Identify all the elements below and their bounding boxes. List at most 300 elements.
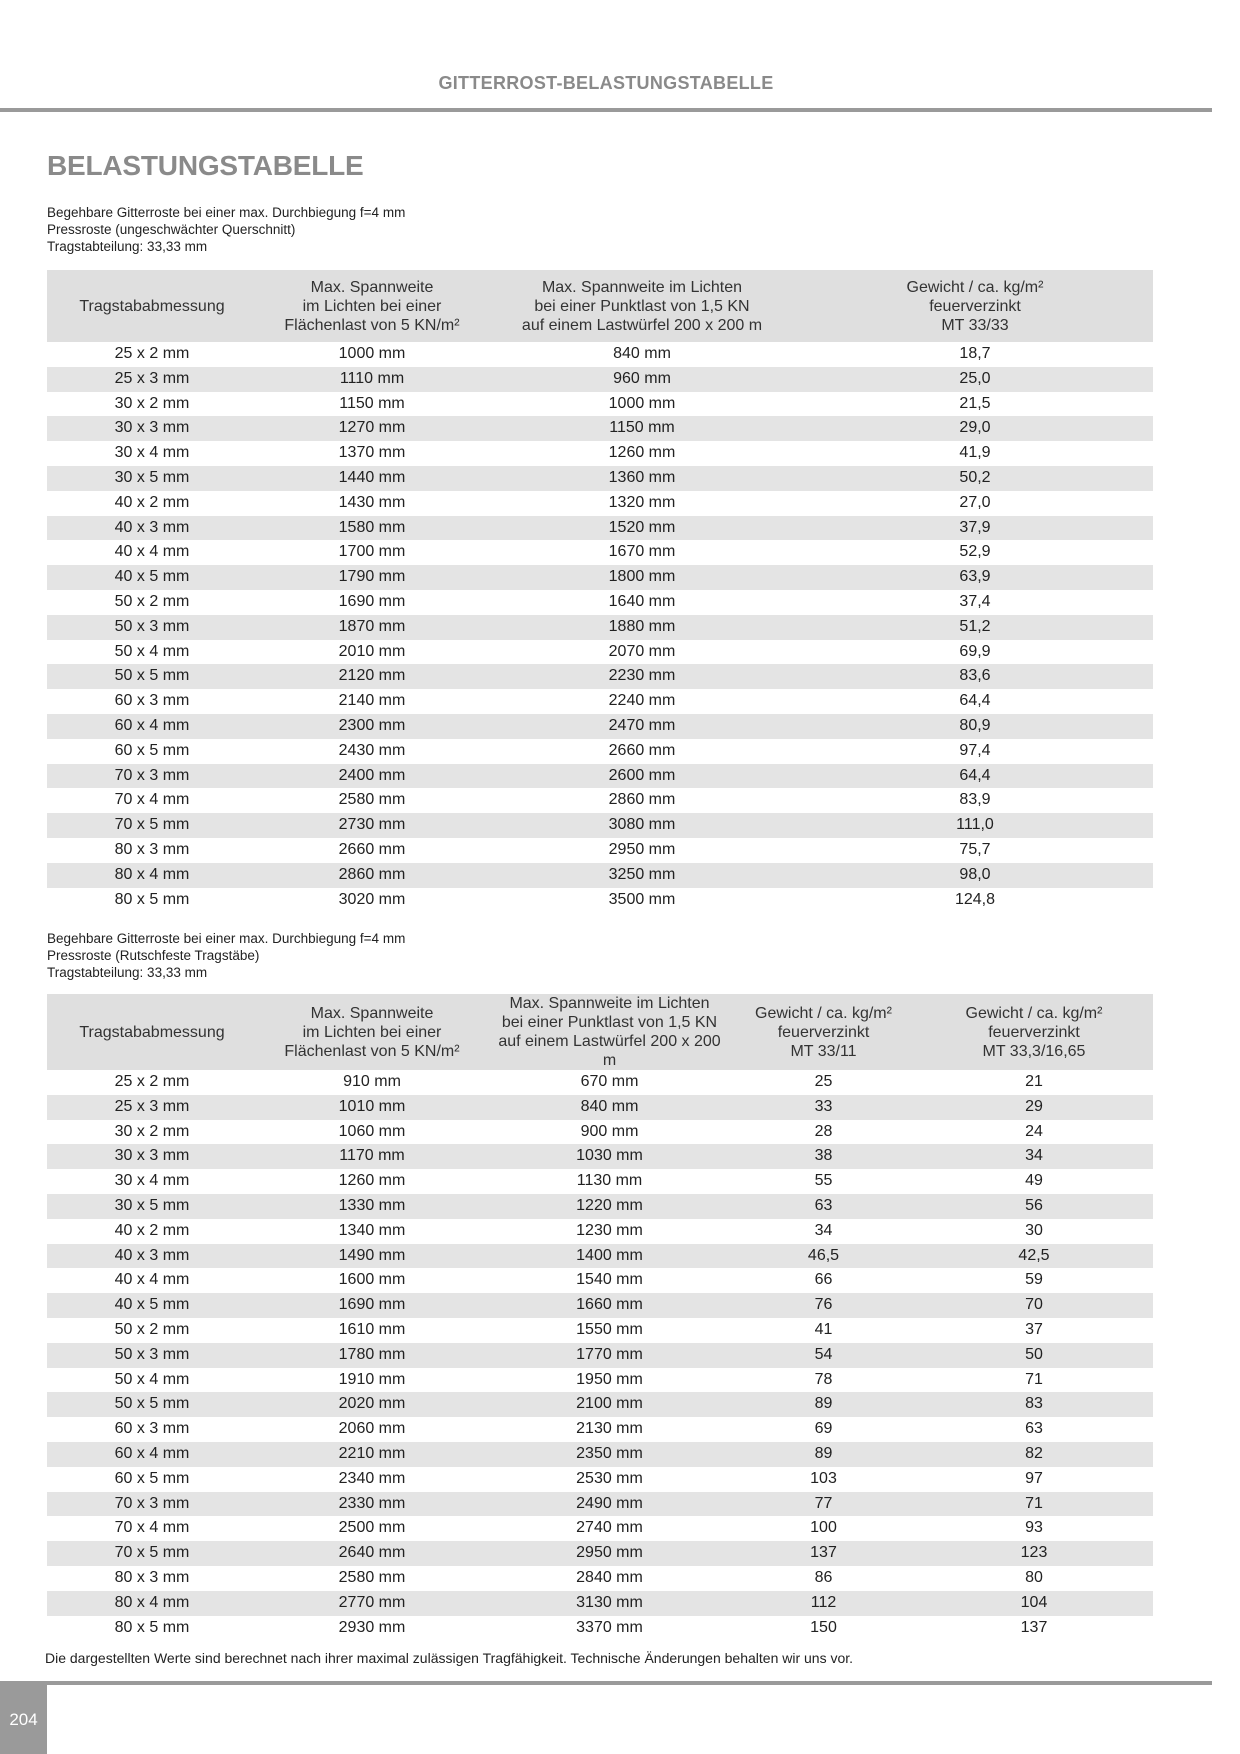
table-cell: 46,5 xyxy=(807,1246,840,1264)
table-cell: 30 x 4 mm xyxy=(114,444,190,462)
table-cell: 2950 mm xyxy=(576,1544,643,1562)
table-cell: 1330 mm xyxy=(338,1196,406,1214)
table-row xyxy=(47,466,1153,491)
table-cell: 34 xyxy=(1025,1147,1043,1165)
table-cell: 900 mm xyxy=(580,1122,639,1140)
table-cell: 1600 mm xyxy=(338,1271,406,1289)
table-cell: 59 xyxy=(1025,1271,1043,1289)
table-cell: 70 x 4 mm xyxy=(114,791,190,809)
table-cell: 56 xyxy=(1025,1196,1043,1214)
column-header xyxy=(797,270,1153,342)
column-header xyxy=(257,994,487,1070)
table-row xyxy=(47,1516,1153,1541)
table-cell: 3080 mm xyxy=(608,816,676,834)
table-cell: 55 xyxy=(814,1172,833,1190)
table-cell: 70 x 5 mm xyxy=(114,816,190,834)
table-cell: 70 x 4 mm xyxy=(114,1519,190,1537)
table-cell: 1880 mm xyxy=(608,617,676,635)
table-cell: 2950 mm xyxy=(608,840,676,858)
table-cell: 50 xyxy=(1025,1345,1043,1363)
table-row xyxy=(47,1095,1153,1120)
table-cell: 1150 mm xyxy=(609,419,675,437)
table-cell: 100 xyxy=(810,1519,837,1537)
table-cell: 25 x 3 mm xyxy=(114,1097,190,1115)
table-row xyxy=(47,565,1153,590)
table-row xyxy=(47,813,1153,838)
page-title: BELASTUNGSTABELLE xyxy=(47,150,364,181)
table-cell: 83,9 xyxy=(959,791,991,809)
table-cell: 41 xyxy=(814,1320,833,1338)
table-cell: 1950 mm xyxy=(576,1370,643,1388)
table-cell: 2350 mm xyxy=(576,1444,643,1462)
table-cell: 50 x 4 mm xyxy=(114,642,190,660)
table-row xyxy=(47,888,1153,913)
table-cell: 3020 mm xyxy=(338,890,406,908)
column-header-line: Tragstababmessung xyxy=(79,297,225,315)
header-title: GITTERROST-BELASTUNGSTABELLE xyxy=(438,73,774,93)
table-cell: 103 xyxy=(810,1469,837,1487)
table-cell: 840 mm xyxy=(580,1097,639,1115)
table-cell: 1260 mm xyxy=(338,1172,406,1190)
table-row xyxy=(47,838,1153,863)
table-row xyxy=(47,863,1153,888)
table-cell: 137 xyxy=(810,1544,837,1562)
table-row xyxy=(47,540,1153,565)
table-cell: 70 x 5 mm xyxy=(114,1544,190,1562)
table-cell: 63 xyxy=(814,1196,833,1214)
table-cell: 60 x 5 mm xyxy=(114,741,190,759)
table-cell: 83,6 xyxy=(959,667,991,685)
column-header xyxy=(257,270,487,342)
table-row xyxy=(47,441,1153,466)
column-header xyxy=(915,994,1153,1070)
table-cell: 1000 mm xyxy=(608,394,676,412)
table-cell: 30 x 3 mm xyxy=(114,419,190,437)
table-cell: 1800 mm xyxy=(608,568,676,586)
table-cell: 1000 mm xyxy=(338,345,406,362)
table-cell: 2230 mm xyxy=(608,667,676,685)
table-cell: 69 xyxy=(814,1420,833,1438)
table-cell: 1640 mm xyxy=(608,592,676,610)
table-cell: 2580 mm xyxy=(338,791,406,809)
table-cell: 30 x 2 mm xyxy=(114,1122,190,1140)
column-header-line: Gewicht / ca. kg/m² xyxy=(755,1004,892,1022)
table-cell: 1540 mm xyxy=(576,1271,643,1289)
table-row xyxy=(47,788,1153,813)
table-cell: 2580 mm xyxy=(338,1568,406,1586)
table-cell: 97 xyxy=(1025,1469,1043,1487)
table-cell: 1690 mm xyxy=(338,592,406,610)
table-cell: 2840 mm xyxy=(576,1568,643,1586)
column-header xyxy=(47,270,257,342)
table-cell: 42,5 xyxy=(1018,1246,1050,1264)
table-cell: 40 x 2 mm xyxy=(114,1221,190,1239)
table-cell: 50 x 3 mm xyxy=(114,617,190,635)
table-cell: 30 xyxy=(1025,1221,1043,1239)
table-cell: 1610 mm xyxy=(338,1320,406,1338)
table-cell: 2430 mm xyxy=(338,741,406,759)
table1-info-line: Tragstabteilung: 33,33 mm xyxy=(47,239,208,254)
page-header xyxy=(0,0,1212,112)
table-cell: 50 x 5 mm xyxy=(114,1395,190,1413)
column-header xyxy=(487,994,732,1070)
column-header-line: Gewicht / ca. kg/m² xyxy=(906,278,1044,296)
table-cell: 1910 mm xyxy=(338,1370,406,1388)
table-row xyxy=(47,689,1153,714)
table-row xyxy=(47,416,1153,441)
table-cell: 2640 mm xyxy=(338,1544,406,1562)
column-header-line: Flächenlast von 5 KN/m² xyxy=(284,316,460,334)
table-cell: 29,0 xyxy=(959,419,991,437)
table-cell: 2770 mm xyxy=(338,1593,406,1611)
table2-info-line: Pressroste (Rutschfeste Tragstäbe) xyxy=(47,948,260,963)
table-row xyxy=(47,342,1153,367)
table-cell: 30 x 5 mm xyxy=(114,468,190,486)
table-cell: 150 xyxy=(810,1618,837,1636)
table-cell: 70 x 3 mm xyxy=(114,1494,190,1512)
table-cell: 51,2 xyxy=(959,617,991,635)
table-cell: 1130 mm xyxy=(576,1172,643,1190)
table-cell: 80 x 5 mm xyxy=(114,1618,190,1636)
table-row xyxy=(47,1244,1153,1269)
table-cell: 93 xyxy=(1025,1519,1043,1537)
load-table-1 xyxy=(47,270,1153,912)
table-cell: 21,5 xyxy=(959,394,991,412)
table-cell: 86 xyxy=(814,1568,833,1586)
table-row xyxy=(47,1467,1153,1492)
column-header-line: Flächenlast von 5 KN/m² xyxy=(284,1042,460,1060)
table-cell: 40 x 3 mm xyxy=(114,518,190,536)
table-cell: 63,9 xyxy=(959,568,991,586)
table-cell: 37,9 xyxy=(959,518,991,536)
table-row xyxy=(47,1541,1153,1566)
table-cell: 25 x 3 mm xyxy=(114,369,190,387)
table-row xyxy=(47,516,1153,541)
table-cell: 25,0 xyxy=(959,369,991,387)
table-cell: 1550 mm xyxy=(576,1320,643,1338)
table-cell: 66 xyxy=(814,1271,833,1289)
column-header-line: Max. Spannweite im Lichten xyxy=(509,995,710,1012)
table-row xyxy=(47,1144,1153,1169)
table-cell: 670 mm xyxy=(580,1073,639,1090)
table-cell: 80 x 3 mm xyxy=(114,840,190,858)
table-cell: 3250 mm xyxy=(608,865,676,883)
column-header-line: Gewicht / ca. kg/m² xyxy=(965,1004,1103,1022)
table-cell: 2740 mm xyxy=(576,1519,643,1537)
table-cell: 50,2 xyxy=(959,468,991,486)
table-row xyxy=(47,1194,1153,1219)
footer-divider xyxy=(0,1681,1212,1685)
table-cell: 1220 mm xyxy=(576,1196,643,1214)
table-cell: 37,4 xyxy=(959,592,991,610)
table-header xyxy=(47,994,1153,1070)
table-cell: 97,4 xyxy=(959,741,991,759)
table-cell: 137 xyxy=(1020,1618,1048,1636)
table-cell: 70 x 3 mm xyxy=(114,766,190,784)
table-cell: 25 x 2 mm xyxy=(114,1073,190,1090)
table-cell: 71 xyxy=(1025,1494,1043,1512)
table-cell: 60 x 3 mm xyxy=(114,1420,190,1438)
table-row xyxy=(47,739,1153,764)
table-cell: 52,9 xyxy=(959,543,991,561)
table-row xyxy=(47,1343,1153,1368)
table-cell: 80 x 4 mm xyxy=(114,1593,190,1611)
table-row xyxy=(47,1219,1153,1244)
table-cell: 34 xyxy=(814,1221,833,1239)
table-cell: 25 xyxy=(814,1073,833,1090)
table-cell: 2130 mm xyxy=(576,1420,643,1438)
table-cell: 3500 mm xyxy=(608,890,676,908)
header-row xyxy=(47,994,1153,1070)
table2-info-line: Tragstabteilung: 33,33 mm xyxy=(47,965,208,980)
table-cell: 38 xyxy=(814,1147,833,1165)
table-cell: 76 xyxy=(814,1296,833,1314)
table-cell: 50 x 5 mm xyxy=(114,667,190,685)
table-cell: 71 xyxy=(1025,1370,1043,1388)
table-cell: 3130 mm xyxy=(576,1593,643,1611)
table-row xyxy=(47,664,1153,689)
table-row xyxy=(47,1392,1153,1417)
table-body xyxy=(47,342,1153,912)
table-cell: 30 x 4 mm xyxy=(114,1172,190,1190)
table-cell: 2860 mm xyxy=(608,791,676,809)
table-cell: 124,8 xyxy=(954,890,996,908)
table-row xyxy=(47,1616,1153,1641)
table-cell: 1110 mm xyxy=(339,369,405,387)
column-header-line: im Lichten bei einer xyxy=(302,297,442,315)
table-cell: 40 x 2 mm xyxy=(114,493,190,511)
table-cell: 1060 mm xyxy=(338,1122,406,1140)
column-header-line: Tragstababmessung xyxy=(79,1023,225,1041)
table-cell: 70 xyxy=(1025,1296,1043,1314)
table-cell: 2400 mm xyxy=(338,766,406,784)
column-header-line: Max. Spannweite im Lichten xyxy=(541,278,743,296)
table-cell: 60 x 4 mm xyxy=(114,716,190,734)
table-cell: 24 xyxy=(1025,1122,1043,1140)
column-header-line: MT 33/33 xyxy=(941,316,1009,334)
table-row xyxy=(47,491,1153,516)
column-header-line: feuerverzinkt xyxy=(988,1023,1080,1041)
table-cell: 69,9 xyxy=(959,642,991,660)
table-cell: 1340 mm xyxy=(338,1221,406,1239)
table-row xyxy=(47,1169,1153,1194)
table-row xyxy=(47,1368,1153,1393)
table-cell: 1230 mm xyxy=(576,1221,643,1239)
column-header-line: auf einem Lastwürfel 200 x 200 m xyxy=(521,316,763,334)
table-cell: 89 xyxy=(814,1395,833,1413)
table-cell: 2660 mm xyxy=(608,741,676,759)
table-cell: 30 x 3 mm xyxy=(114,1147,190,1165)
table-cell: 40 x 5 mm xyxy=(114,1296,190,1314)
table-cell: 123 xyxy=(1020,1544,1048,1562)
table2-info-line: Begehbare Gitterroste bei einer max. Durchbiegung f=4 mm xyxy=(47,931,406,946)
table-cell: 1700 mm xyxy=(338,543,406,561)
table-cell: 2060 mm xyxy=(338,1420,406,1438)
table-cell: 1030 mm xyxy=(576,1147,643,1165)
table-cell: 1670 mm xyxy=(608,543,676,561)
header-row xyxy=(47,270,1153,342)
table-cell: 2020 mm xyxy=(338,1395,406,1413)
table-cell: 29 xyxy=(1025,1097,1043,1115)
table-row xyxy=(47,1268,1153,1293)
footnote: Die dargestellten Werte sind berechnet nach ihrer maximal zulässigen Tragfähigkeit. Technische Änderungen behalten wir uns vor. xyxy=(45,1650,854,1666)
table-cell: 1320 mm xyxy=(608,493,676,511)
table-row xyxy=(47,367,1153,392)
table-cell: 111,0 xyxy=(956,816,994,834)
column-header-line: bei einer Punktlast von 1,5 KN xyxy=(501,1014,718,1031)
table-cell: 80 x 5 mm xyxy=(114,890,190,908)
table-row xyxy=(47,714,1153,739)
table-cell: 1780 mm xyxy=(338,1345,406,1363)
table-cell: 2470 mm xyxy=(608,716,676,734)
table-cell: 28 xyxy=(814,1122,833,1140)
table-cell: 2140 mm xyxy=(338,692,406,710)
table-cell: 1010 mm xyxy=(338,1097,406,1115)
table-cell: 50 x 3 mm xyxy=(114,1345,190,1363)
table-cell: 1660 mm xyxy=(576,1296,643,1314)
table2-info xyxy=(47,930,405,981)
table-cell: 2930 mm xyxy=(338,1618,406,1636)
table-cell: 80 x 4 mm xyxy=(114,865,190,883)
column-header-line: feuerverzinkt xyxy=(929,297,1021,315)
table-body xyxy=(47,1070,1153,1640)
column-header-line: feuerverzinkt xyxy=(777,1023,870,1041)
table1-info-line: Begehbare Gitterroste bei einer max. Durchbiegung f=4 mm xyxy=(47,205,406,220)
table-row xyxy=(47,1070,1153,1095)
table-cell: 2500 mm xyxy=(338,1519,406,1537)
table-cell: 1520 mm xyxy=(608,518,676,536)
table-row xyxy=(47,764,1153,789)
table-cell: 64,4 xyxy=(959,692,991,710)
table-cell: 2300 mm xyxy=(338,716,406,734)
table-cell: 75,7 xyxy=(959,840,991,858)
column-header xyxy=(732,994,915,1070)
table-cell: 2600 mm xyxy=(608,766,676,784)
table-cell: 21 xyxy=(1025,1073,1043,1090)
table-cell: 30 x 2 mm xyxy=(114,394,190,412)
table-cell: 40 x 5 mm xyxy=(114,568,190,586)
table-header xyxy=(47,270,1153,342)
table-cell: 60 x 5 mm xyxy=(114,1469,190,1487)
table-cell: 840 mm xyxy=(613,345,671,362)
table-cell: 1690 mm xyxy=(338,1296,406,1314)
table-cell: 98,0 xyxy=(959,865,991,883)
table-row xyxy=(47,392,1153,417)
table-cell: 2070 mm xyxy=(608,642,676,660)
table-cell: 2490 mm xyxy=(576,1494,643,1512)
table-cell: 104 xyxy=(1020,1593,1048,1611)
column-header xyxy=(487,270,797,342)
table-cell: 89 xyxy=(814,1444,833,1462)
table-cell: 1150 mm xyxy=(339,394,405,412)
table-cell: 50 x 2 mm xyxy=(114,1320,190,1338)
table-cell: 2120 mm xyxy=(338,667,406,685)
table-cell: 1430 mm xyxy=(338,493,406,511)
table-cell: 2010 mm xyxy=(338,642,406,660)
table-row xyxy=(47,1293,1153,1318)
table-cell: 1770 mm xyxy=(576,1345,643,1363)
table-cell: 2330 mm xyxy=(338,1494,406,1512)
table-cell: 2210 mm xyxy=(338,1444,406,1462)
table-cell: 960 mm xyxy=(613,369,671,387)
table-cell: 63 xyxy=(1025,1420,1043,1438)
table-cell: 54 xyxy=(814,1345,833,1363)
table-cell: 60 x 3 mm xyxy=(114,692,190,710)
column-header-line: im Lichten bei einer xyxy=(302,1023,442,1041)
table-cell: 1260 mm xyxy=(608,444,676,462)
table-cell: 1440 mm xyxy=(338,468,406,486)
table-cell: 77 xyxy=(814,1494,833,1512)
table-cell: 2860 mm xyxy=(338,865,406,883)
table-cell: 2660 mm xyxy=(338,840,406,858)
table-cell: 50 x 4 mm xyxy=(114,1370,190,1388)
table-cell: 25 x 2 mm xyxy=(114,345,190,362)
table-row xyxy=(47,1417,1153,1442)
column-header-line: MT 33,3/16,65 xyxy=(982,1042,1086,1060)
column-header-line: bei einer Punktlast von 1,5 KN xyxy=(534,297,750,315)
table-cell: 41,9 xyxy=(959,444,991,462)
table-cell: 40 x 4 mm xyxy=(114,543,190,561)
column-header-line: Max. Spannweite xyxy=(310,1004,434,1022)
table-cell: 80 x 3 mm xyxy=(114,1568,190,1586)
table-cell: 80,9 xyxy=(959,716,991,734)
table-row xyxy=(47,640,1153,665)
table-cell: 1580 mm xyxy=(338,518,406,536)
table-cell: 40 x 4 mm xyxy=(114,1271,190,1289)
table-row xyxy=(47,1492,1153,1517)
table-cell: 83 xyxy=(1025,1395,1043,1413)
table-cell: 2340 mm xyxy=(338,1469,406,1487)
table-row xyxy=(47,590,1153,615)
table-cell: 27,0 xyxy=(959,493,991,511)
table-cell: 2530 mm xyxy=(576,1469,643,1487)
table-cell: 49 xyxy=(1025,1172,1043,1190)
column-header-line: auf einem Lastwürfel 200 x 200 m xyxy=(498,1033,721,1069)
table-cell: 2730 mm xyxy=(338,816,406,834)
table-cell: 1270 mm xyxy=(338,419,406,437)
table-cell: 1400 mm xyxy=(576,1246,643,1264)
table-cell: 1370 mm xyxy=(338,444,406,462)
table-cell: 2240 mm xyxy=(608,692,676,710)
table-cell: 1870 mm xyxy=(338,617,406,635)
table-cell: 50 x 2 mm xyxy=(114,592,190,610)
table-cell: 37 xyxy=(1025,1320,1043,1338)
table-cell: 40 x 3 mm xyxy=(114,1246,190,1264)
table-cell: 80 xyxy=(1025,1568,1043,1586)
table-cell: 64,4 xyxy=(959,766,991,784)
table1-info xyxy=(47,204,405,255)
table-row xyxy=(47,1591,1153,1616)
column-header xyxy=(47,994,257,1070)
table-cell: 3370 mm xyxy=(576,1618,643,1636)
table-cell: 1490 mm xyxy=(338,1246,406,1264)
table-cell: 1790 mm xyxy=(338,568,406,586)
table-cell: 78 xyxy=(814,1370,833,1388)
table1-info-line: Pressroste (ungeschwächter Querschnitt) xyxy=(47,222,296,237)
table-cell: 33 xyxy=(814,1097,833,1115)
table-row xyxy=(47,1318,1153,1343)
table-cell: 30 x 5 mm xyxy=(114,1196,190,1214)
table-cell: 1360 mm xyxy=(608,468,676,486)
table-cell: 18,7 xyxy=(959,345,991,362)
load-table-2 xyxy=(47,994,1153,1640)
table-row xyxy=(47,1120,1153,1145)
table-cell: 112 xyxy=(810,1593,837,1611)
page-number: 204 xyxy=(0,1685,47,1754)
table-cell: 1170 mm xyxy=(339,1147,405,1165)
table-cell: 82 xyxy=(1025,1444,1043,1462)
column-header-line: Max. Spannweite xyxy=(310,278,434,296)
